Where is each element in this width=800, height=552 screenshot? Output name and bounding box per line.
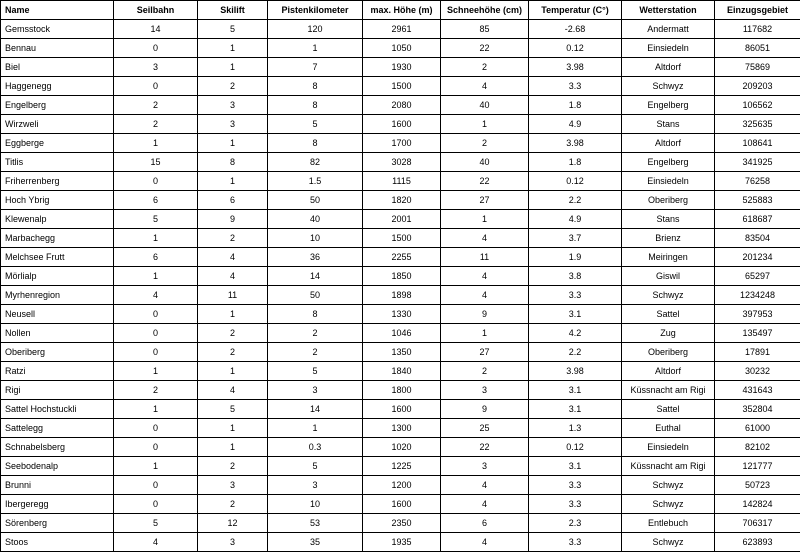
table-row: [1, 419, 800, 438]
table-cell: Oberiberg: [622, 343, 715, 362]
table-cell: 1600: [363, 400, 441, 419]
table-cell: Brienz: [622, 229, 715, 248]
table-cell: 4: [441, 476, 529, 495]
cell-resort-name: Bennau: [1, 39, 114, 58]
table-cell: 3: [268, 476, 363, 495]
table-cell: Andermatt: [622, 20, 715, 39]
table-cell: 1: [198, 58, 268, 77]
table-cell: 4: [441, 77, 529, 96]
table-cell: 352804: [715, 400, 800, 419]
table-cell: 1234248: [715, 286, 800, 305]
column-header-seilbahn: Seilbahn: [114, 1, 198, 20]
table-cell: 8: [268, 77, 363, 96]
table-cell: 4.9: [529, 210, 622, 229]
table-cell: 2: [198, 495, 268, 514]
table-cell: 2001: [363, 210, 441, 229]
table-cell: 30232: [715, 362, 800, 381]
table-cell: 618687: [715, 210, 800, 229]
table-cell: 1: [441, 210, 529, 229]
table-cell: 0: [114, 438, 198, 457]
table-cell: 27: [441, 191, 529, 210]
table-cell: 1600: [363, 115, 441, 134]
table-cell: Schwyz: [622, 495, 715, 514]
table-cell: 6: [114, 248, 198, 267]
cell-resort-name: Haggenegg: [1, 77, 114, 96]
table-cell: 117682: [715, 20, 800, 39]
table-cell: 209203: [715, 77, 800, 96]
table-cell: 3.8: [529, 267, 622, 286]
cell-resort-name: Sattel Hochstuckli: [1, 400, 114, 419]
table-cell: 1: [441, 324, 529, 343]
table-cell: Giswil: [622, 267, 715, 286]
table-cell: 3.1: [529, 457, 622, 476]
table-cell: 14: [268, 267, 363, 286]
table-cell: 50: [268, 191, 363, 210]
table-cell: 53: [268, 514, 363, 533]
table-cell: 0.12: [529, 172, 622, 191]
cell-resort-name: Schnabelsberg: [1, 438, 114, 457]
table-cell: 2.3: [529, 514, 622, 533]
table-row: [1, 476, 800, 495]
table-cell: 3.1: [529, 381, 622, 400]
table-cell: 14: [114, 20, 198, 39]
cell-resort-name: Brunni: [1, 476, 114, 495]
table-cell: 6: [441, 514, 529, 533]
table-cell: 4: [441, 495, 529, 514]
table-cell: 1: [114, 457, 198, 476]
table-cell: 0.12: [529, 39, 622, 58]
table-cell: Schwyz: [622, 476, 715, 495]
table-cell: 85: [441, 20, 529, 39]
table-cell: 2961: [363, 20, 441, 39]
table-cell: 82102: [715, 438, 800, 457]
table-cell: 14: [268, 400, 363, 419]
cell-resort-name: Melchsee Frutt: [1, 248, 114, 267]
table-row: [1, 248, 800, 267]
table-cell: Sattel: [622, 400, 715, 419]
table-cell: 1: [114, 362, 198, 381]
table-cell: 76258: [715, 172, 800, 191]
table-cell: 4: [198, 267, 268, 286]
table-cell: 9: [198, 210, 268, 229]
table-cell: Stans: [622, 115, 715, 134]
table-cell: Euthal: [622, 419, 715, 438]
table-cell: 3.3: [529, 476, 622, 495]
table-cell: 3.98: [529, 362, 622, 381]
table-body: [1, 20, 800, 552]
table-cell: 82: [268, 153, 363, 172]
table-cell: 1800: [363, 381, 441, 400]
cell-resort-name: Oberiberg: [1, 343, 114, 362]
table-cell: 201234: [715, 248, 800, 267]
column-header-max-hoehe: max. Höhe (m): [363, 1, 441, 20]
table-cell: Einsiedeln: [622, 172, 715, 191]
table-row: [1, 210, 800, 229]
cell-resort-name: Stoos: [1, 533, 114, 552]
table-cell: 1300: [363, 419, 441, 438]
table-cell: 3.98: [529, 58, 622, 77]
table-cell: 2: [441, 134, 529, 153]
table-row: [1, 77, 800, 96]
table-cell: 0: [114, 495, 198, 514]
table-cell: 2: [198, 77, 268, 96]
cell-resort-name: Biel: [1, 58, 114, 77]
table-cell: 6: [114, 191, 198, 210]
table-cell: Sattel: [622, 305, 715, 324]
table-cell: 17891: [715, 343, 800, 362]
table-cell: 341925: [715, 153, 800, 172]
table-cell: 1: [198, 305, 268, 324]
table-cell: 5: [198, 400, 268, 419]
table-cell: 135497: [715, 324, 800, 343]
table-cell: 2: [441, 362, 529, 381]
table-cell: 8: [268, 96, 363, 115]
column-header-temperatur: Temperatur (C°): [529, 1, 622, 20]
table-cell: 10: [268, 229, 363, 248]
table-cell: 4: [198, 381, 268, 400]
table-cell: 25: [441, 419, 529, 438]
table-cell: 1.5: [268, 172, 363, 191]
table-cell: 10: [268, 495, 363, 514]
table-cell: 106562: [715, 96, 800, 115]
table-cell: 2: [198, 229, 268, 248]
table-cell: 50723: [715, 476, 800, 495]
cell-resort-name: Eggberge: [1, 134, 114, 153]
table-cell: -2.68: [529, 20, 622, 39]
table-cell: 5: [268, 457, 363, 476]
table-cell: 0.3: [268, 438, 363, 457]
table-cell: 1020: [363, 438, 441, 457]
table-cell: 1.8: [529, 96, 622, 115]
table-cell: 706317: [715, 514, 800, 533]
table-cell: 2: [114, 96, 198, 115]
table-cell: 0: [114, 476, 198, 495]
table-cell: Altdorf: [622, 58, 715, 77]
table-cell: 2: [268, 324, 363, 343]
table-cell: 12: [198, 514, 268, 533]
table-cell: 0: [114, 419, 198, 438]
table-cell: 3.1: [529, 400, 622, 419]
table-cell: 3.98: [529, 134, 622, 153]
column-header-wetterstation: Wetterstation: [622, 1, 715, 20]
table-row: [1, 343, 800, 362]
table-row: [1, 134, 800, 153]
table-cell: Küssnacht am Rigi: [622, 381, 715, 400]
table-cell: 0: [114, 172, 198, 191]
table-cell: 3: [268, 381, 363, 400]
cell-resort-name: Rigi: [1, 381, 114, 400]
table-cell: 2: [198, 324, 268, 343]
table-cell: 4: [114, 533, 198, 552]
table-cell: 11: [441, 248, 529, 267]
table-cell: 2255: [363, 248, 441, 267]
table-cell: 2: [114, 115, 198, 134]
table-cell: 0.12: [529, 438, 622, 457]
table-cell: 40: [441, 153, 529, 172]
table-cell: 1: [114, 267, 198, 286]
cell-resort-name: Sörenberg: [1, 514, 114, 533]
table-row: [1, 305, 800, 324]
table-cell: 1350: [363, 343, 441, 362]
table-cell: 5: [198, 20, 268, 39]
column-header-pistenkilometer: Pistenkilometer: [268, 1, 363, 20]
table-row: [1, 20, 800, 39]
table-cell: 1600: [363, 495, 441, 514]
table-row: [1, 457, 800, 476]
table-cell: 1898: [363, 286, 441, 305]
cell-resort-name: Engelberg: [1, 96, 114, 115]
table-cell: 3: [198, 96, 268, 115]
table-cell: 4: [441, 533, 529, 552]
cell-resort-name: Mörlialp: [1, 267, 114, 286]
column-header-schneehoehe: Schneehöhe (cm): [441, 1, 529, 20]
table-cell: 431643: [715, 381, 800, 400]
table-cell: 142824: [715, 495, 800, 514]
table-row: [1, 58, 800, 77]
cell-resort-name: Gemsstock: [1, 20, 114, 39]
table-cell: 2.2: [529, 191, 622, 210]
table-cell: Stans: [622, 210, 715, 229]
cell-resort-name: Myrhenregion: [1, 286, 114, 305]
table-row: [1, 191, 800, 210]
table-cell: 3.3: [529, 286, 622, 305]
table-cell: 0: [114, 39, 198, 58]
table-cell: 1.3: [529, 419, 622, 438]
table-cell: 9: [441, 305, 529, 324]
table-cell: 11: [198, 286, 268, 305]
table-cell: 1: [198, 134, 268, 153]
table-cell: 1046: [363, 324, 441, 343]
table-cell: 1: [198, 419, 268, 438]
table-row: [1, 286, 800, 305]
table-cell: Schwyz: [622, 77, 715, 96]
table-cell: Schwyz: [622, 533, 715, 552]
table-cell: Entlebuch: [622, 514, 715, 533]
table-row: [1, 400, 800, 419]
table-cell: 83504: [715, 229, 800, 248]
table-row: [1, 514, 800, 533]
table-cell: Meiringen: [622, 248, 715, 267]
table-cell: 7: [268, 58, 363, 77]
table-row: [1, 115, 800, 134]
table-cell: 121777: [715, 457, 800, 476]
cell-resort-name: Ibergeregg: [1, 495, 114, 514]
table-cell: 1: [114, 400, 198, 419]
table-cell: 1850: [363, 267, 441, 286]
table-row: [1, 229, 800, 248]
table-cell: 75869: [715, 58, 800, 77]
table-cell: 3: [441, 381, 529, 400]
table-cell: 5: [268, 115, 363, 134]
table-cell: 2: [268, 343, 363, 362]
table-cell: 8: [268, 134, 363, 153]
table-cell: 2350: [363, 514, 441, 533]
table-cell: 3: [441, 457, 529, 476]
table-header-row: [1, 1, 800, 20]
table-cell: 50: [268, 286, 363, 305]
table-cell: Altdorf: [622, 134, 715, 153]
table-cell: 397953: [715, 305, 800, 324]
table-cell: 1930: [363, 58, 441, 77]
table-cell: 3: [198, 476, 268, 495]
cell-resort-name: Hoch Ybrig: [1, 191, 114, 210]
table-cell: 1: [268, 419, 363, 438]
table-cell: Einsiedeln: [622, 438, 715, 457]
table-cell: 8: [268, 305, 363, 324]
table-cell: 2: [114, 381, 198, 400]
table-cell: 3.1: [529, 305, 622, 324]
table-row: [1, 39, 800, 58]
table-cell: 1: [198, 172, 268, 191]
cell-resort-name: Klewenalp: [1, 210, 114, 229]
table-cell: Küssnacht am Rigi: [622, 457, 715, 476]
table-cell: 1200: [363, 476, 441, 495]
table-row: [1, 267, 800, 286]
table-cell: 108641: [715, 134, 800, 153]
table-cell: 3.3: [529, 495, 622, 514]
cell-resort-name: Friherrenberg: [1, 172, 114, 191]
table-cell: 8: [198, 153, 268, 172]
table-cell: 1: [198, 362, 268, 381]
cell-resort-name: Titlis: [1, 153, 114, 172]
cell-resort-name: Marbachegg: [1, 229, 114, 248]
table-cell: 3: [114, 58, 198, 77]
table-cell: 1: [198, 39, 268, 58]
cell-resort-name: Ratzi: [1, 362, 114, 381]
table-row: [1, 495, 800, 514]
table-cell: 120: [268, 20, 363, 39]
table-cell: 4.2: [529, 324, 622, 343]
table-cell: 1700: [363, 134, 441, 153]
table-cell: 623893: [715, 533, 800, 552]
cell-resort-name: Sattelegg: [1, 419, 114, 438]
table-cell: 4: [441, 229, 529, 248]
table-cell: 1.8: [529, 153, 622, 172]
table-cell: 22: [441, 172, 529, 191]
table-cell: Engelberg: [622, 153, 715, 172]
table-cell: 0: [114, 305, 198, 324]
cell-resort-name: Seebodenalp: [1, 457, 114, 476]
table-cell: 0: [114, 324, 198, 343]
table-cell: 4: [441, 267, 529, 286]
table-cell: 27: [441, 343, 529, 362]
table-cell: 4: [114, 286, 198, 305]
column-header-skilift: Skilift: [198, 1, 268, 20]
table-cell: Oberiberg: [622, 191, 715, 210]
table-cell: 4.9: [529, 115, 622, 134]
table-cell: 6: [198, 191, 268, 210]
table-cell: Engelberg: [622, 96, 715, 115]
table-cell: 3: [198, 115, 268, 134]
table-cell: 1225: [363, 457, 441, 476]
table-cell: 1115: [363, 172, 441, 191]
table-cell: Altdorf: [622, 362, 715, 381]
table-cell: 5: [268, 362, 363, 381]
table-header: [1, 1, 800, 20]
table-cell: 1: [114, 229, 198, 248]
table-cell: 1: [114, 134, 198, 153]
table-cell: 1330: [363, 305, 441, 324]
table-cell: 0: [114, 77, 198, 96]
table-cell: 3.3: [529, 533, 622, 552]
table-cell: 2080: [363, 96, 441, 115]
table-cell: 1: [441, 115, 529, 134]
table-cell: 1935: [363, 533, 441, 552]
table-cell: 1: [268, 39, 363, 58]
table-cell: 5: [114, 514, 198, 533]
table-cell: 1050: [363, 39, 441, 58]
table-cell: 36: [268, 248, 363, 267]
table-cell: 86051: [715, 39, 800, 58]
table-cell: 22: [441, 39, 529, 58]
table-cell: 61000: [715, 419, 800, 438]
column-header-name: Name: [1, 1, 114, 20]
table-row: [1, 362, 800, 381]
table-row: [1, 438, 800, 457]
table-cell: 2.2: [529, 343, 622, 362]
table-row: [1, 96, 800, 115]
table-cell: 1840: [363, 362, 441, 381]
table-cell: 4: [441, 286, 529, 305]
table-row: [1, 533, 800, 552]
table-cell: 3.7: [529, 229, 622, 248]
table-cell: 35: [268, 533, 363, 552]
table-cell: 3.3: [529, 77, 622, 96]
table-cell: 1.9: [529, 248, 622, 267]
table-cell: 2: [198, 343, 268, 362]
table-cell: Schwyz: [622, 286, 715, 305]
table-cell: 40: [268, 210, 363, 229]
table-cell: 1: [198, 438, 268, 457]
table-cell: 0: [114, 343, 198, 362]
table-cell: 4: [198, 248, 268, 267]
table-cell: 65297: [715, 267, 800, 286]
table-cell: 2: [441, 58, 529, 77]
table-row: [1, 153, 800, 172]
cell-resort-name: Nollen: [1, 324, 114, 343]
table-cell: 1500: [363, 77, 441, 96]
table-cell: 22: [441, 438, 529, 457]
table-cell: 325635: [715, 115, 800, 134]
table-cell: 525883: [715, 191, 800, 210]
table-cell: 15: [114, 153, 198, 172]
table-cell: 5: [114, 210, 198, 229]
table-cell: 9: [441, 400, 529, 419]
table-cell: Zug: [622, 324, 715, 343]
table-cell: 3: [198, 533, 268, 552]
column-header-einzugsgebiet: Einzugsgebiet: [715, 1, 800, 20]
table-cell: 2: [198, 457, 268, 476]
table-row: [1, 172, 800, 191]
cell-resort-name: Wirzweli: [1, 115, 114, 134]
table-row: [1, 381, 800, 400]
table-cell: Einsiedeln: [622, 39, 715, 58]
table-cell: 40: [441, 96, 529, 115]
table-row: [1, 324, 800, 343]
table-cell: 3028: [363, 153, 441, 172]
cell-resort-name: Neusell: [1, 305, 114, 324]
table-cell: 1820: [363, 191, 441, 210]
table-cell: 1500: [363, 229, 441, 248]
